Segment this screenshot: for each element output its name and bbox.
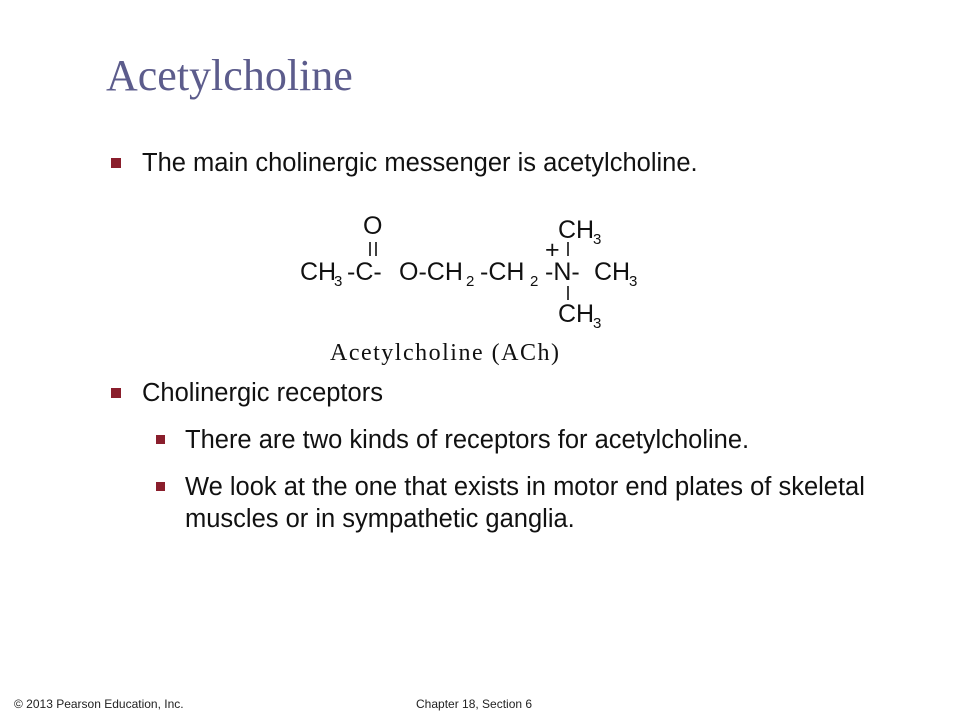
subscript-3: 3 xyxy=(334,273,343,290)
bullet-text: The main cholinergic messenger is acetylcholine. xyxy=(142,149,698,177)
sub-bullet-item xyxy=(185,471,925,535)
ch3-bottom-label: CH xyxy=(558,300,595,328)
copyright-footer: © 2013 Pearson Education, Inc. xyxy=(14,697,184,711)
sub-bullet-text: There are two kinds of receptors for acetylcholine. xyxy=(185,426,750,454)
square-bullet-icon xyxy=(156,435,165,444)
subscript-2: 2 xyxy=(530,273,539,290)
slide-title: Acetylcholine xyxy=(106,51,353,100)
acetylcholine-structure xyxy=(290,206,650,372)
bullet-text: Cholinergic receptors xyxy=(142,379,383,407)
square-bullet-icon xyxy=(111,158,121,168)
nitrogen-label: -N- xyxy=(545,258,580,286)
bullet-item xyxy=(142,147,902,179)
ch3-top-label: CH xyxy=(558,216,595,244)
ch3-left-label: CH xyxy=(300,258,337,286)
sub-bullet-item xyxy=(185,424,925,456)
sub-bullet-text: We look at the one that exists in motor end plates of skeletal muscles or in sympathetic ganglia. xyxy=(185,473,865,533)
subscript-3: 3 xyxy=(629,273,638,290)
ch3-right-label: CH xyxy=(594,258,631,286)
subscript-2: 2 xyxy=(466,273,475,290)
carbonyl-carbon-label: -C- xyxy=(347,258,382,286)
methylene-label: -CH xyxy=(480,258,525,286)
structure-caption: Acetylcholine (ACh) xyxy=(330,340,561,366)
subscript-3: 3 xyxy=(593,315,602,332)
bullet-item xyxy=(142,377,902,409)
chapter-footer: Chapter 18, Section 6 xyxy=(416,697,533,711)
ether-oxygen-label: O-CH xyxy=(399,258,463,286)
carbonyl-oxygen-label: O xyxy=(363,212,383,240)
square-bullet-icon xyxy=(111,388,121,398)
square-bullet-icon xyxy=(156,482,165,491)
positive-charge-label: + xyxy=(545,236,560,264)
subscript-3: 3 xyxy=(593,231,602,248)
